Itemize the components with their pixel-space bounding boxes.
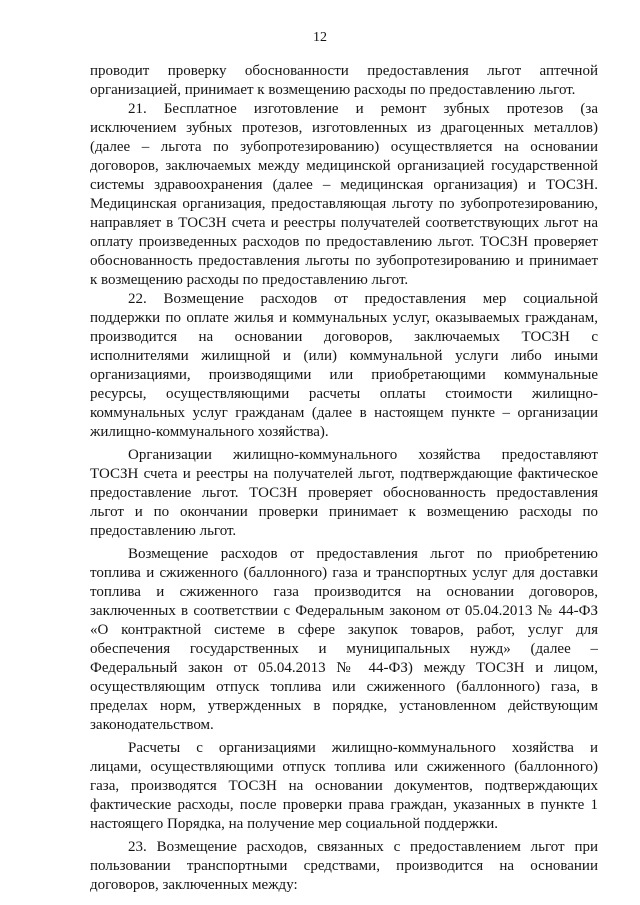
text-line: «О контрактной системе в сфере закупок товаров, работ, услуг для — [90, 622, 598, 638]
text-line: предоставлению льгот. — [90, 523, 237, 539]
text-line: заключенных в соответствии с Федеральным законом от 05.04.2013 № 44-ФЗ — [90, 603, 598, 619]
text-line: обоснованность предоставления льготы по зубопротезированию и принимает — [90, 253, 598, 269]
text-line: пользовании транспортными средствами, производится на основании — [90, 858, 598, 874]
text-line: направляет в ТОСЗН счета и реестры получателей соответствующих льгот на — [90, 215, 598, 231]
text-line: ресурсы, осуществляющими расчеты оплаты стоимости жилищно- — [90, 386, 598, 402]
document-body — [90, 62, 598, 895]
text-line: обеспечения государственных и муниципальных нужд» (далее – — [90, 641, 598, 657]
text-line: пределах норм, утвержденных в порядке, установленном действующим — [90, 698, 598, 714]
text-line: исполнителями жилищной и (или) коммунальной услуги либо иными — [90, 348, 598, 364]
page-number: 12 — [313, 30, 327, 45]
text-line: льгот и по окончании проверки принимает к возмещению расходы по — [90, 504, 598, 520]
text-line: организациями, производящими или приобретающими коммунальные — [90, 367, 598, 383]
text-line: Федеральный закон от 05.04.2013 № 44-ФЗ) между ТОСЗН и лицом, — [90, 660, 598, 676]
text-line: законодательством. — [90, 717, 214, 733]
text-line: настоящего Порядка, на получение мер социальной поддержки. — [90, 816, 499, 832]
text-line: жилищно-коммунального хозяйства). — [90, 424, 329, 440]
text-line: топлива и сжиженного (баллонного) газа и транспортных услуг для доставки — [90, 565, 598, 581]
text-line: предоставление льгот. ТОСЗН проверяет обоснованность предоставления — [90, 485, 598, 501]
text-line: коммунальных услуг гражданам (далее в настоящем пункте – организации — [90, 405, 598, 421]
text-line: поддержки по оплате жилья и коммунальных услуг, оказываемых гражданам, — [90, 310, 598, 326]
text-line: 22. Возмещение расходов от предоставления мер социальной — [128, 291, 598, 307]
text-line: Возмещение расходов от предоставления льгот по приобретению — [128, 546, 598, 562]
text-line: к возмещению расходы по предоставлению льгот. — [90, 272, 409, 288]
text-line: организацией, принимает к возмещению расходы по предоставлению льгот. — [90, 82, 576, 98]
text-line: ТОСЗН счета и реестры на получателей льгот, подтверждающие фактическое — [90, 466, 598, 482]
text-line: системы здравоохранения (далее – медицинская организация) и ТОСЗН. — [90, 177, 598, 193]
text-line: Медицинская организация, предоставляющая льготу по зубопротезированию, — [90, 196, 598, 212]
text-line: (далее – льгота по зубопротезированию) осуществляется на основании — [90, 139, 598, 155]
text-line: договоров, заключенных между: — [90, 877, 298, 893]
text-line: Организации жилищно-коммунального хозяйства предоставляют — [128, 447, 598, 463]
text-line: исключением зубных протезов, изготовленных из драгоценных металлов) — [90, 120, 598, 136]
text-line: проводит проверку обоснованности предоставления льгот аптечной — [90, 63, 598, 79]
text-line: газа, производятся ТОСЗН на основании документов, подтверждающих — [90, 778, 598, 794]
text-line: Расчеты с организациями жилищно-коммунального хозяйства и — [128, 740, 598, 756]
text-line: лицами, осуществляющими отпуск топлива или сжиженного (баллонного) — [90, 759, 598, 775]
text-line: 21. Бесплатное изготовление и ремонт зубных протезов (за — [128, 101, 598, 117]
text-line: договоров, заключаемых между медицинской организацией государственной — [90, 158, 598, 174]
text-line: топлива и сжиженного газа производится на основании договоров, — [90, 584, 598, 600]
text-line: фактические расходы, после проверки права граждан, указанных в пункте 1 — [90, 797, 598, 813]
text-line: оплату произведенных расходов по предоставлению льгот. ТОСЗН проверяет — [90, 234, 598, 250]
text-line: осуществляющим отпуск топлива или сжиженного (баллонного) газа, в — [90, 679, 598, 695]
text-line: производится на основании договоров, заключаемых ТОСЗН с — [90, 329, 598, 345]
text-line: 23. Возмещение расходов, связанных с предоставлением льгот при — [128, 839, 598, 855]
